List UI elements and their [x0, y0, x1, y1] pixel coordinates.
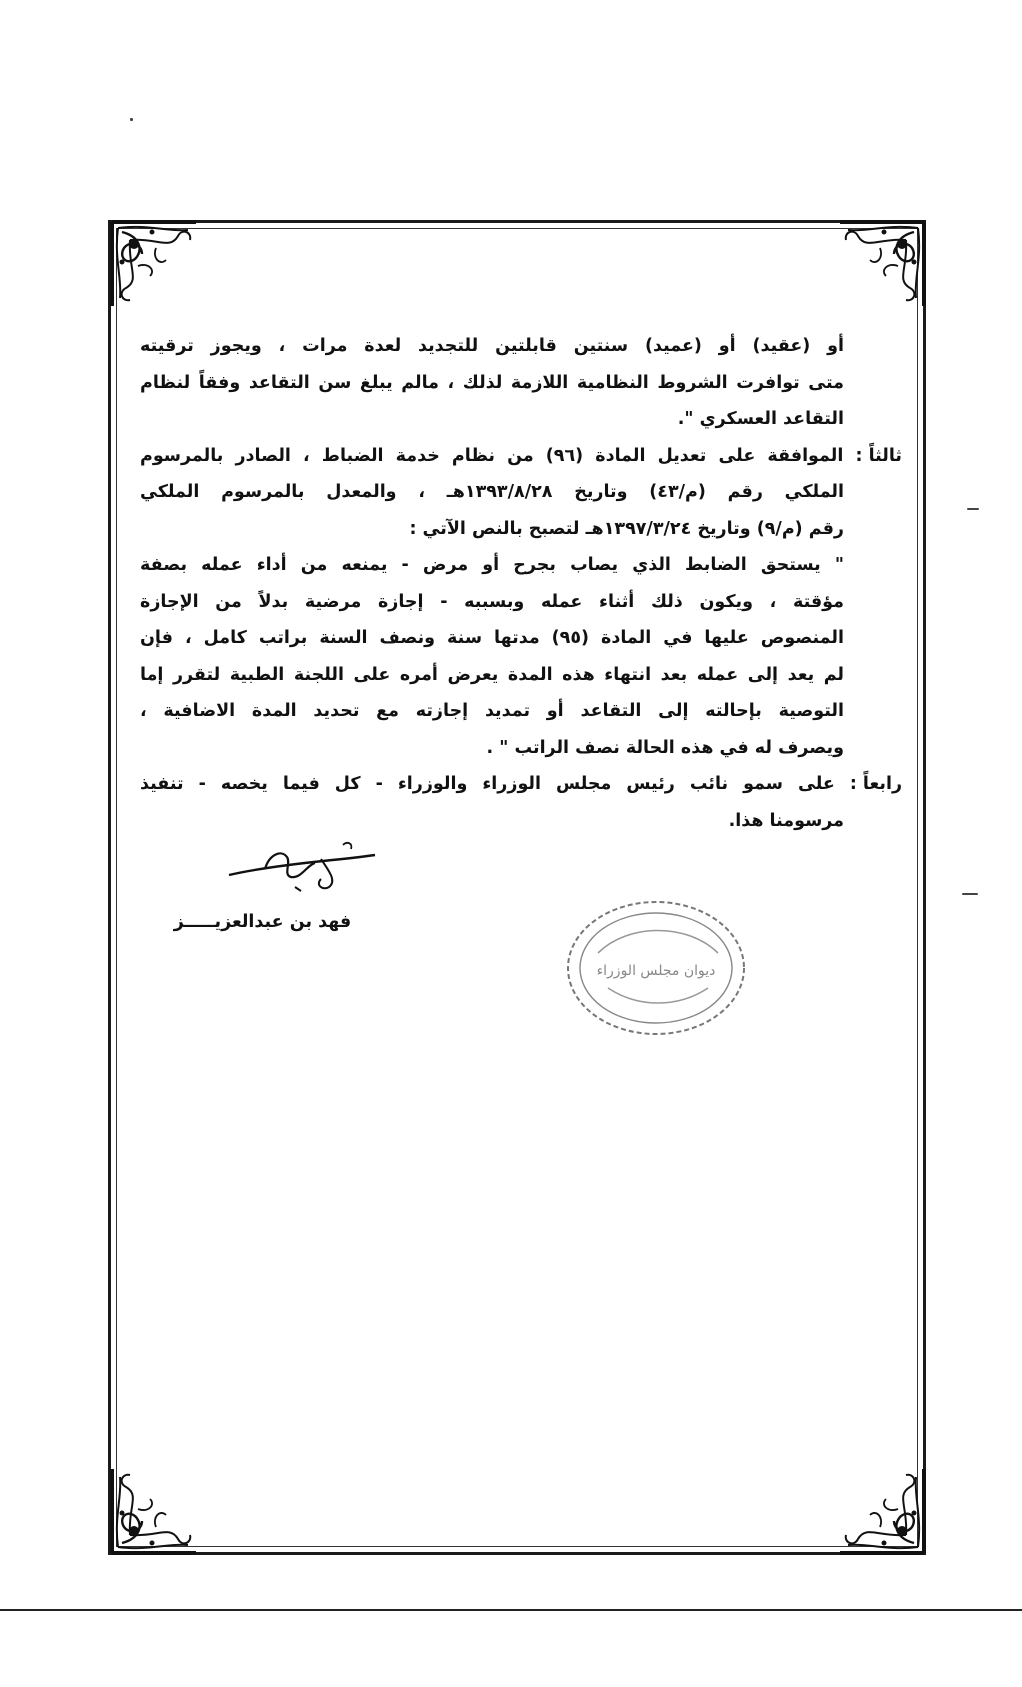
- corner-ornament-bottom-left: [108, 1465, 200, 1557]
- text-line: لم يعد إلى عمله بعد انتهاء هذه المدة يعرض أمره على اللجنة الطبية لتقرر إما: [140, 664, 844, 685]
- signer-name: فهد بن عبدالعزيـــــز: [173, 912, 352, 932]
- paragraph-continuation: [140, 328, 902, 438]
- corner-ornament-top-left: [108, 218, 200, 310]
- text-line: الملكي رقم (م/٤٣) وتاريخ ١٣٩٣/٨/٢٨هـ ، والمعدل بالمرسوم الملكي: [140, 482, 844, 502]
- corner-ornament-bottom-right: [836, 1465, 928, 1557]
- seal-text: ديوان مجلس الوزراء: [596, 963, 716, 979]
- text-line: رقم (م/٩) وتاريخ ١٣٩٧/٣/٢٤هـ لتصبح بالنص الآتي :: [409, 518, 844, 539]
- text-line: ويصرف له في هذه الحالة نصف الراتب " .: [486, 737, 844, 758]
- scan-mark: [967, 508, 979, 510]
- scan-edge-line: [0, 1609, 1022, 1611]
- text-line: الموافقة على تعديل المادة (٩٦) من نظام خدمة الضباط ، الصادر بالمرسوم: [140, 445, 844, 466]
- clause-label: ثالثاً :: [855, 445, 902, 466]
- text-line: " يستحق الضابط الذي يصاب بجرح أو مرض - يمنعه من أداء عمله بصفة: [140, 555, 844, 575]
- text-line: متى توافرت الشروط النظامية اللازمة لذلك ، مالم يبلغ سن التقاعد وفقاً لنظام: [140, 372, 844, 393]
- clause-fourth: [140, 766, 902, 839]
- text-line: التقاعد العسكري ".: [677, 409, 844, 429]
- decree-body: [140, 328, 902, 839]
- clause-third: [140, 438, 902, 767]
- text-line: المنصوص عليها في المادة (٩٥) مدتها سنة ونصف السنة براتب كامل ، فإن: [140, 628, 844, 648]
- text-line: التوصية بإحالته إلى التقاعد أو تمديد إجازته مع تحديد المدة الاضافية ،: [140, 701, 844, 721]
- scan-mark: [962, 893, 978, 895]
- text-line: أو (عقيد) أو (عميد) سنتين قابلتين للتجديد لعدة مرات ، ويجوز ترقيته: [140, 336, 844, 356]
- corner-ornament-top-right: [836, 218, 928, 310]
- handwritten-signature: [225, 835, 380, 897]
- scan-mark: [130, 118, 133, 121]
- text-line: مرسومنا هذا.: [728, 810, 844, 831]
- clause-label: رابعاً :: [849, 774, 902, 794]
- official-seal-stamp: [558, 893, 754, 1043]
- text-line: على سمو نائب رئيس مجلس الوزراء والوزراء - كل فيما يخصه - تنفيذ: [140, 774, 835, 794]
- text-line: مؤقتة ، ويكون ذلك أثناء عمله وبسببه - إجازة مرضية بدلاً من الإجازة: [140, 591, 844, 612]
